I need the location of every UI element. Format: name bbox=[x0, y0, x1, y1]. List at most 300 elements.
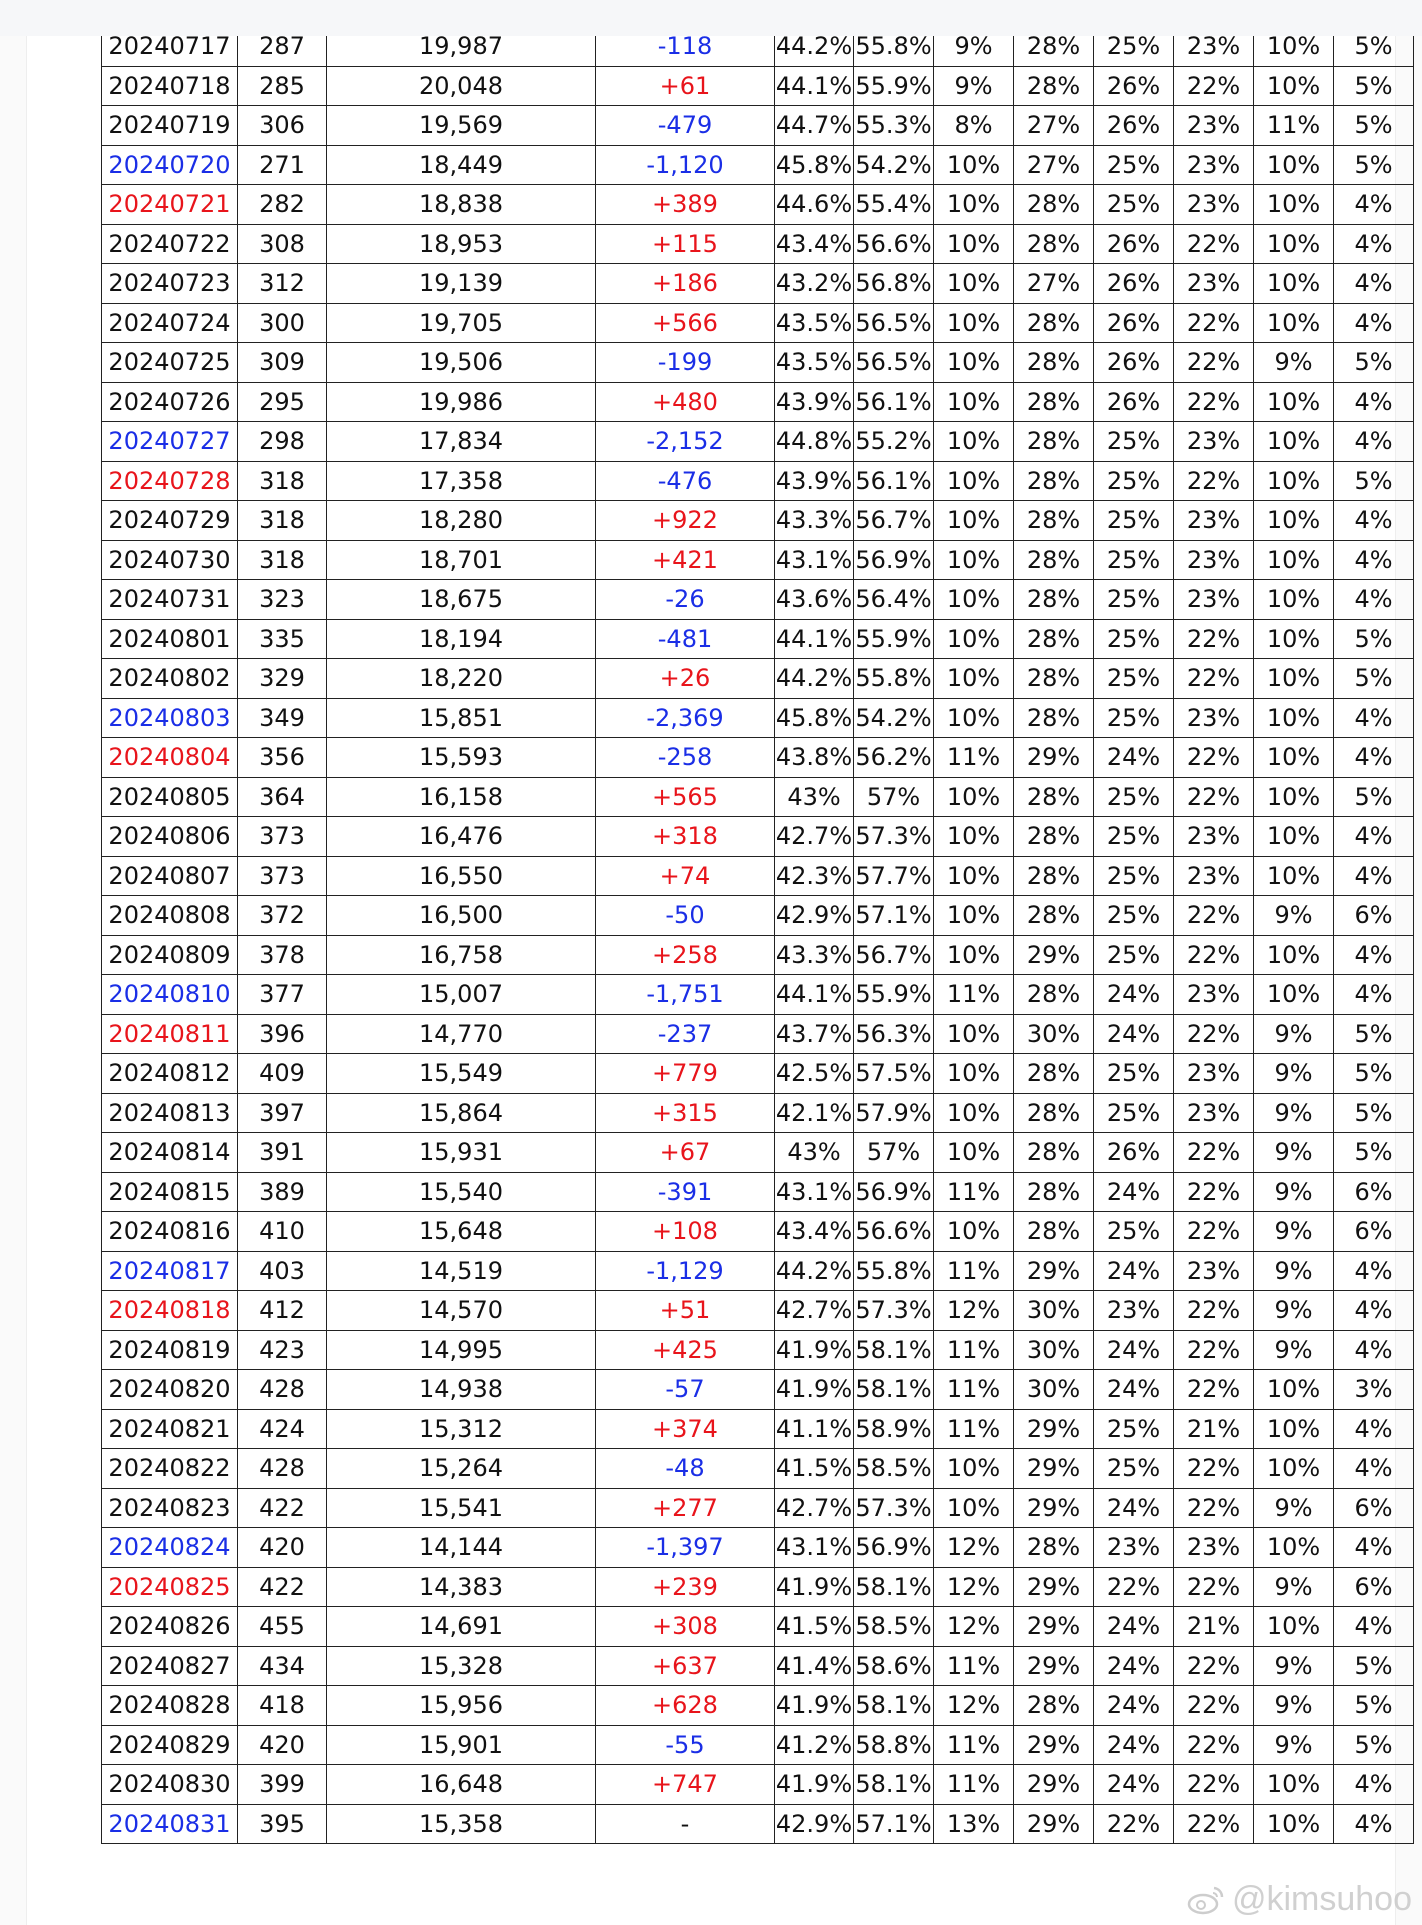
table-row bbox=[102, 264, 1414, 304]
date-cell: 20240719 bbox=[102, 106, 238, 146]
share-4-cell: 23% bbox=[1174, 185, 1254, 225]
share-2-cell: 29% bbox=[1014, 1251, 1094, 1291]
date-cell: 20240828 bbox=[102, 1686, 238, 1726]
total-cell: 17,834 bbox=[327, 422, 596, 462]
date-cell: 20240823 bbox=[102, 1488, 238, 1528]
share-4-cell: 22% bbox=[1174, 1291, 1254, 1331]
count-cell: 420 bbox=[238, 1725, 327, 1765]
pct-a-cell: 44.6% bbox=[775, 185, 854, 225]
share-6-cell: 4% bbox=[1334, 580, 1414, 620]
date-cell: 20240809 bbox=[102, 935, 238, 975]
share-1-cell: 11% bbox=[934, 1370, 1014, 1410]
share-6-cell: 5% bbox=[1334, 66, 1414, 106]
pct-a-cell: 41.9% bbox=[775, 1686, 854, 1726]
share-1-cell: 13% bbox=[934, 1804, 1014, 1844]
date-cell: 20240730 bbox=[102, 540, 238, 580]
share-3-cell: 26% bbox=[1094, 303, 1174, 343]
share-4-cell: 23% bbox=[1174, 264, 1254, 304]
share-1-cell: 8% bbox=[934, 106, 1014, 146]
total-cell: 14,938 bbox=[327, 1370, 596, 1410]
table-row bbox=[102, 540, 1414, 580]
share-5-cell: 9% bbox=[1254, 1488, 1334, 1528]
table-row bbox=[102, 1014, 1414, 1054]
share-5-cell: 10% bbox=[1254, 935, 1334, 975]
count-cell: 318 bbox=[238, 461, 327, 501]
share-3-cell: 22% bbox=[1094, 1567, 1174, 1607]
share-5-cell: 10% bbox=[1254, 659, 1334, 699]
pct-a-cell: 44.1% bbox=[775, 619, 854, 659]
pct-b-cell: 58.5% bbox=[854, 1449, 934, 1489]
share-2-cell: 28% bbox=[1014, 461, 1094, 501]
count-cell: 329 bbox=[238, 659, 327, 699]
pct-a-cell: 42.7% bbox=[775, 1488, 854, 1528]
share-3-cell: 24% bbox=[1094, 738, 1174, 778]
date-cell: 20240815 bbox=[102, 1172, 238, 1212]
share-4-cell: 23% bbox=[1174, 975, 1254, 1015]
pct-b-cell: 56.5% bbox=[854, 343, 934, 383]
share-5-cell: 10% bbox=[1254, 738, 1334, 778]
share-5-cell: 10% bbox=[1254, 817, 1334, 857]
share-5-cell: 10% bbox=[1254, 224, 1334, 264]
share-4-cell: 23% bbox=[1174, 1528, 1254, 1568]
pct-b-cell: 56.1% bbox=[854, 382, 934, 422]
total-cell: 14,519 bbox=[327, 1251, 596, 1291]
table-row bbox=[102, 1291, 1414, 1331]
share-5-cell: 10% bbox=[1254, 619, 1334, 659]
change-cell: +779 bbox=[596, 1054, 775, 1094]
share-5-cell: 10% bbox=[1254, 461, 1334, 501]
date-cell: 20240829 bbox=[102, 1725, 238, 1765]
table-body bbox=[102, 36, 1414, 1844]
date-cell: 20240824 bbox=[102, 1528, 238, 1568]
share-6-cell: 4% bbox=[1334, 817, 1414, 857]
pct-b-cell: 57.3% bbox=[854, 1291, 934, 1331]
count-cell: 300 bbox=[238, 303, 327, 343]
share-2-cell: 28% bbox=[1014, 975, 1094, 1015]
date-cell: 20240806 bbox=[102, 817, 238, 857]
share-2-cell: 28% bbox=[1014, 856, 1094, 896]
pct-a-cell: 43.1% bbox=[775, 540, 854, 580]
share-1-cell: 9% bbox=[934, 66, 1014, 106]
change-cell: -479 bbox=[596, 106, 775, 146]
count-cell: 409 bbox=[238, 1054, 327, 1094]
change-cell: -48 bbox=[596, 1449, 775, 1489]
total-cell: 14,995 bbox=[327, 1330, 596, 1370]
table-row bbox=[102, 1093, 1414, 1133]
share-1-cell: 10% bbox=[934, 856, 1014, 896]
share-2-cell: 29% bbox=[1014, 1607, 1094, 1647]
share-5-cell: 9% bbox=[1254, 1172, 1334, 1212]
share-5-cell: 10% bbox=[1254, 264, 1334, 304]
count-cell: 410 bbox=[238, 1212, 327, 1252]
change-cell: -55 bbox=[596, 1725, 775, 1765]
share-4-cell: 23% bbox=[1174, 106, 1254, 146]
share-2-cell: 28% bbox=[1014, 817, 1094, 857]
pct-a-cell: 43.1% bbox=[775, 1528, 854, 1568]
share-2-cell: 28% bbox=[1014, 1686, 1094, 1726]
pct-a-cell: 43.6% bbox=[775, 580, 854, 620]
share-5-cell: 10% bbox=[1254, 540, 1334, 580]
table-row bbox=[102, 36, 1414, 66]
change-cell: -1,120 bbox=[596, 145, 775, 185]
count-cell: 323 bbox=[238, 580, 327, 620]
total-cell: 15,549 bbox=[327, 1054, 596, 1094]
share-6-cell: 4% bbox=[1334, 501, 1414, 541]
change-cell: +922 bbox=[596, 501, 775, 541]
share-1-cell: 10% bbox=[934, 1212, 1014, 1252]
share-5-cell: 10% bbox=[1254, 501, 1334, 541]
share-6-cell: 5% bbox=[1334, 145, 1414, 185]
share-2-cell: 28% bbox=[1014, 303, 1094, 343]
share-3-cell: 25% bbox=[1094, 36, 1174, 66]
share-6-cell: 5% bbox=[1334, 1646, 1414, 1686]
table-row bbox=[102, 1567, 1414, 1607]
share-3-cell: 25% bbox=[1094, 1409, 1174, 1449]
count-cell: 306 bbox=[238, 106, 327, 146]
share-1-cell: 11% bbox=[934, 1330, 1014, 1370]
share-2-cell: 28% bbox=[1014, 540, 1094, 580]
date-cell: 20240819 bbox=[102, 1330, 238, 1370]
count-cell: 372 bbox=[238, 896, 327, 936]
table-row bbox=[102, 382, 1414, 422]
count-cell: 423 bbox=[238, 1330, 327, 1370]
pct-b-cell: 58.1% bbox=[854, 1370, 934, 1410]
share-6-cell: 6% bbox=[1334, 1212, 1414, 1252]
share-4-cell: 22% bbox=[1174, 1488, 1254, 1528]
share-3-cell: 25% bbox=[1094, 659, 1174, 699]
pct-b-cell: 58.8% bbox=[854, 1725, 934, 1765]
table-row bbox=[102, 856, 1414, 896]
total-cell: 18,280 bbox=[327, 501, 596, 541]
share-3-cell: 26% bbox=[1094, 264, 1174, 304]
count-cell: 349 bbox=[238, 698, 327, 738]
table-row bbox=[102, 975, 1414, 1015]
share-4-cell: 22% bbox=[1174, 777, 1254, 817]
date-cell: 20240822 bbox=[102, 1449, 238, 1489]
share-1-cell: 10% bbox=[934, 698, 1014, 738]
share-3-cell: 26% bbox=[1094, 224, 1174, 264]
total-cell: 16,648 bbox=[327, 1765, 596, 1805]
change-cell: +747 bbox=[596, 1765, 775, 1805]
pct-a-cell: 41.1% bbox=[775, 1409, 854, 1449]
total-cell: 15,541 bbox=[327, 1488, 596, 1528]
total-cell: 18,194 bbox=[327, 619, 596, 659]
total-cell: 15,956 bbox=[327, 1686, 596, 1726]
share-5-cell: 9% bbox=[1254, 1014, 1334, 1054]
pct-a-cell: 43.7% bbox=[775, 1014, 854, 1054]
share-6-cell: 4% bbox=[1334, 1528, 1414, 1568]
pct-a-cell: 43.5% bbox=[775, 343, 854, 383]
share-3-cell: 23% bbox=[1094, 1528, 1174, 1568]
share-1-cell: 12% bbox=[934, 1528, 1014, 1568]
total-cell: 16,500 bbox=[327, 896, 596, 936]
share-3-cell: 25% bbox=[1094, 540, 1174, 580]
pct-a-cell: 41.2% bbox=[775, 1725, 854, 1765]
share-2-cell: 27% bbox=[1014, 106, 1094, 146]
total-cell: 15,851 bbox=[327, 698, 596, 738]
count-cell: 424 bbox=[238, 1409, 327, 1449]
share-5-cell: 10% bbox=[1254, 1528, 1334, 1568]
share-3-cell: 26% bbox=[1094, 1133, 1174, 1173]
pct-b-cell: 56.9% bbox=[854, 1172, 934, 1212]
count-cell: 312 bbox=[238, 264, 327, 304]
share-6-cell: 4% bbox=[1334, 1330, 1414, 1370]
table-row bbox=[102, 698, 1414, 738]
share-6-cell: 4% bbox=[1334, 1804, 1414, 1844]
weibo-logo-icon bbox=[1186, 1884, 1226, 1916]
pct-a-cell: 41.9% bbox=[775, 1765, 854, 1805]
share-6-cell: 4% bbox=[1334, 1607, 1414, 1647]
table-row bbox=[102, 1449, 1414, 1489]
change-cell: +421 bbox=[596, 540, 775, 580]
share-1-cell: 10% bbox=[934, 619, 1014, 659]
watermark bbox=[1186, 1880, 1412, 1919]
share-2-cell: 27% bbox=[1014, 145, 1094, 185]
share-1-cell: 11% bbox=[934, 1646, 1014, 1686]
share-1-cell: 10% bbox=[934, 659, 1014, 699]
share-5-cell: 10% bbox=[1254, 1607, 1334, 1647]
share-3-cell: 26% bbox=[1094, 66, 1174, 106]
share-3-cell: 25% bbox=[1094, 1449, 1174, 1489]
table-row bbox=[102, 303, 1414, 343]
share-6-cell: 5% bbox=[1334, 461, 1414, 501]
share-2-cell: 29% bbox=[1014, 1567, 1094, 1607]
share-2-cell: 29% bbox=[1014, 1409, 1094, 1449]
share-3-cell: 25% bbox=[1094, 501, 1174, 541]
change-cell: -237 bbox=[596, 1014, 775, 1054]
share-5-cell: 10% bbox=[1254, 66, 1334, 106]
share-5-cell: 9% bbox=[1254, 1330, 1334, 1370]
count-cell: 399 bbox=[238, 1765, 327, 1805]
share-3-cell: 25% bbox=[1094, 896, 1174, 936]
count-cell: 356 bbox=[238, 738, 327, 778]
share-6-cell: 4% bbox=[1334, 1251, 1414, 1291]
count-cell: 309 bbox=[238, 343, 327, 383]
share-5-cell: 9% bbox=[1254, 896, 1334, 936]
share-5-cell: 9% bbox=[1254, 1133, 1334, 1173]
share-3-cell: 25% bbox=[1094, 1054, 1174, 1094]
share-5-cell: 11% bbox=[1254, 106, 1334, 146]
pct-a-cell: 42.9% bbox=[775, 1804, 854, 1844]
table-row bbox=[102, 1804, 1414, 1844]
pct-b-cell: 58.9% bbox=[854, 1409, 934, 1449]
share-5-cell: 9% bbox=[1254, 1251, 1334, 1291]
total-cell: 14,570 bbox=[327, 1291, 596, 1331]
share-3-cell: 25% bbox=[1094, 422, 1174, 462]
share-3-cell: 24% bbox=[1094, 1370, 1174, 1410]
change-cell: +628 bbox=[596, 1686, 775, 1726]
pct-a-cell: 41.9% bbox=[775, 1330, 854, 1370]
count-cell: 412 bbox=[238, 1291, 327, 1331]
share-4-cell: 22% bbox=[1174, 1567, 1254, 1607]
share-3-cell: 25% bbox=[1094, 817, 1174, 857]
table-row bbox=[102, 1765, 1414, 1805]
share-1-cell: 11% bbox=[934, 1251, 1014, 1291]
share-4-cell: 22% bbox=[1174, 896, 1254, 936]
share-2-cell: 29% bbox=[1014, 1765, 1094, 1805]
share-2-cell: 29% bbox=[1014, 1725, 1094, 1765]
count-cell: 298 bbox=[238, 422, 327, 462]
share-3-cell: 26% bbox=[1094, 343, 1174, 383]
share-2-cell: 30% bbox=[1014, 1370, 1094, 1410]
date-cell: 20240807 bbox=[102, 856, 238, 896]
share-5-cell: 9% bbox=[1254, 1291, 1334, 1331]
share-1-cell: 10% bbox=[934, 224, 1014, 264]
share-3-cell: 24% bbox=[1094, 975, 1174, 1015]
date-cell: 20240821 bbox=[102, 1409, 238, 1449]
pct-b-cell: 56.2% bbox=[854, 738, 934, 778]
table-row bbox=[102, 659, 1414, 699]
share-4-cell: 22% bbox=[1174, 382, 1254, 422]
share-6-cell: 6% bbox=[1334, 896, 1414, 936]
count-cell: 391 bbox=[238, 1133, 327, 1173]
pct-b-cell: 55.3% bbox=[854, 106, 934, 146]
date-cell: 20240724 bbox=[102, 303, 238, 343]
share-4-cell: 22% bbox=[1174, 1370, 1254, 1410]
change-cell: +374 bbox=[596, 1409, 775, 1449]
share-4-cell: 23% bbox=[1174, 817, 1254, 857]
share-3-cell: 24% bbox=[1094, 1488, 1174, 1528]
share-6-cell: 5% bbox=[1334, 1054, 1414, 1094]
total-cell: 15,901 bbox=[327, 1725, 596, 1765]
date-cell: 20240722 bbox=[102, 224, 238, 264]
date-cell: 20240717 bbox=[102, 36, 238, 66]
pct-b-cell: 58.1% bbox=[854, 1686, 934, 1726]
share-1-cell: 12% bbox=[934, 1607, 1014, 1647]
share-6-cell: 4% bbox=[1334, 1449, 1414, 1489]
date-cell: 20240811 bbox=[102, 1014, 238, 1054]
count-cell: 318 bbox=[238, 540, 327, 580]
share-6-cell: 4% bbox=[1334, 738, 1414, 778]
total-cell: 14,770 bbox=[327, 1014, 596, 1054]
pct-a-cell: 43.5% bbox=[775, 303, 854, 343]
share-1-cell: 10% bbox=[934, 896, 1014, 936]
share-3-cell: 25% bbox=[1094, 856, 1174, 896]
share-5-cell: 9% bbox=[1254, 343, 1334, 383]
table-row bbox=[102, 1251, 1414, 1291]
count-cell: 455 bbox=[238, 1607, 327, 1647]
share-6-cell: 5% bbox=[1334, 106, 1414, 146]
share-5-cell: 10% bbox=[1254, 422, 1334, 462]
total-cell: 15,264 bbox=[327, 1449, 596, 1489]
pct-b-cell: 57.3% bbox=[854, 1488, 934, 1528]
share-3-cell: 25% bbox=[1094, 185, 1174, 225]
change-cell: -2,369 bbox=[596, 698, 775, 738]
share-6-cell: 4% bbox=[1334, 382, 1414, 422]
share-2-cell: 27% bbox=[1014, 264, 1094, 304]
table-row bbox=[102, 619, 1414, 659]
change-cell: -1,129 bbox=[596, 1251, 775, 1291]
share-6-cell: 5% bbox=[1334, 619, 1414, 659]
share-5-cell: 10% bbox=[1254, 303, 1334, 343]
table-row bbox=[102, 461, 1414, 501]
count-cell: 364 bbox=[238, 777, 327, 817]
pct-a-cell: 42.9% bbox=[775, 896, 854, 936]
count-cell: 422 bbox=[238, 1567, 327, 1607]
pct-b-cell: 56.3% bbox=[854, 1014, 934, 1054]
table-row bbox=[102, 185, 1414, 225]
share-1-cell: 10% bbox=[934, 1093, 1014, 1133]
share-2-cell: 28% bbox=[1014, 619, 1094, 659]
pct-a-cell: 45.8% bbox=[775, 145, 854, 185]
share-5-cell: 10% bbox=[1254, 975, 1334, 1015]
share-1-cell: 10% bbox=[934, 540, 1014, 580]
change-cell: +239 bbox=[596, 1567, 775, 1607]
total-cell: 15,328 bbox=[327, 1646, 596, 1686]
pct-b-cell: 56.4% bbox=[854, 580, 934, 620]
share-2-cell: 30% bbox=[1014, 1014, 1094, 1054]
pct-a-cell: 43.2% bbox=[775, 264, 854, 304]
share-2-cell: 28% bbox=[1014, 185, 1094, 225]
share-5-cell: 10% bbox=[1254, 382, 1334, 422]
total-cell: 16,158 bbox=[327, 777, 596, 817]
table-row bbox=[102, 145, 1414, 185]
share-2-cell: 28% bbox=[1014, 580, 1094, 620]
share-4-cell: 22% bbox=[1174, 1725, 1254, 1765]
share-4-cell: 22% bbox=[1174, 461, 1254, 501]
date-cell: 20240721 bbox=[102, 185, 238, 225]
pct-a-cell: 42.3% bbox=[775, 856, 854, 896]
share-2-cell: 29% bbox=[1014, 1488, 1094, 1528]
share-6-cell: 4% bbox=[1334, 698, 1414, 738]
share-1-cell: 10% bbox=[934, 501, 1014, 541]
share-2-cell: 28% bbox=[1014, 66, 1094, 106]
change-cell: +277 bbox=[596, 1488, 775, 1528]
pct-b-cell: 57.1% bbox=[854, 896, 934, 936]
change-cell: +318 bbox=[596, 817, 775, 857]
total-cell: 17,358 bbox=[327, 461, 596, 501]
pct-b-cell: 55.9% bbox=[854, 66, 934, 106]
share-5-cell: 10% bbox=[1254, 145, 1334, 185]
share-1-cell: 10% bbox=[934, 145, 1014, 185]
share-2-cell: 28% bbox=[1014, 1212, 1094, 1252]
share-5-cell: 10% bbox=[1254, 185, 1334, 225]
share-6-cell: 5% bbox=[1334, 659, 1414, 699]
share-4-cell: 22% bbox=[1174, 619, 1254, 659]
share-4-cell: 22% bbox=[1174, 343, 1254, 383]
date-cell: 20240726 bbox=[102, 382, 238, 422]
total-cell: 15,593 bbox=[327, 738, 596, 778]
watermark-text: @kimsuhoo bbox=[1231, 1880, 1412, 1918]
document-page bbox=[0, 36, 1422, 1925]
share-1-cell: 11% bbox=[934, 1172, 1014, 1212]
share-3-cell: 26% bbox=[1094, 106, 1174, 146]
date-cell: 20240802 bbox=[102, 659, 238, 699]
share-2-cell: 28% bbox=[1014, 224, 1094, 264]
share-5-cell: 9% bbox=[1254, 1093, 1334, 1133]
share-3-cell: 25% bbox=[1094, 461, 1174, 501]
share-2-cell: 28% bbox=[1014, 343, 1094, 383]
share-4-cell: 23% bbox=[1174, 422, 1254, 462]
share-6-cell: 4% bbox=[1334, 1291, 1414, 1331]
share-5-cell: 10% bbox=[1254, 1804, 1334, 1844]
share-1-cell: 9% bbox=[934, 36, 1014, 66]
share-6-cell: 6% bbox=[1334, 1172, 1414, 1212]
pct-b-cell: 56.8% bbox=[854, 264, 934, 304]
share-3-cell: 26% bbox=[1094, 382, 1174, 422]
change-cell: -199 bbox=[596, 343, 775, 383]
share-1-cell: 11% bbox=[934, 1765, 1014, 1805]
share-4-cell: 22% bbox=[1174, 1449, 1254, 1489]
pct-b-cell: 56.9% bbox=[854, 540, 934, 580]
share-1-cell: 10% bbox=[934, 461, 1014, 501]
share-4-cell: 23% bbox=[1174, 501, 1254, 541]
date-cell: 20240801 bbox=[102, 619, 238, 659]
share-4-cell: 23% bbox=[1174, 856, 1254, 896]
share-2-cell: 30% bbox=[1014, 1330, 1094, 1370]
share-6-cell: 4% bbox=[1334, 264, 1414, 304]
share-6-cell: 4% bbox=[1334, 303, 1414, 343]
